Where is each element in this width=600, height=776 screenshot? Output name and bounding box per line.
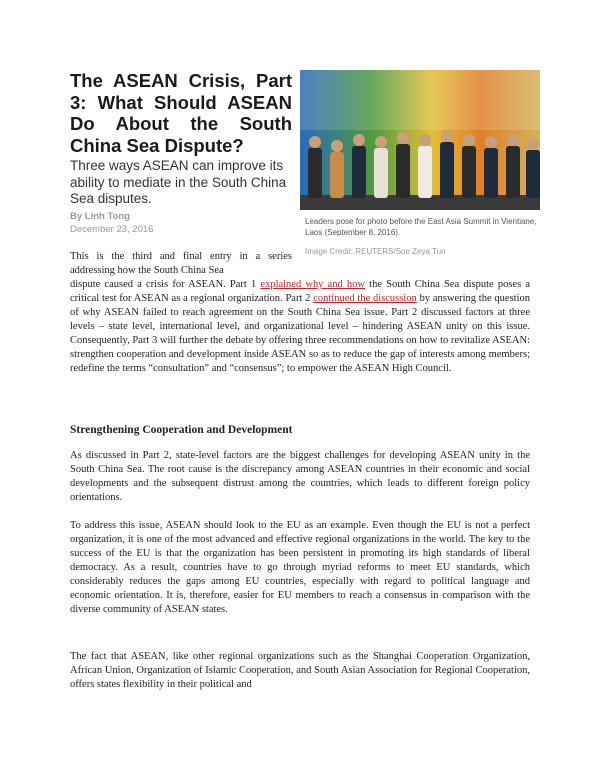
intro-text-c: the South China Sea dispute poses a critical test for ASEAN as a regional organization. Part 2 — [70, 279, 530, 304]
part1-link[interactable]: explained why and how — [260, 279, 366, 290]
intro-text-d: by answering the question of why ASEAN failed to reach agreement on the South China Sea issue. Part 2 discussed factors at three levels – state level, international level, and organizational level – hindering ASEAN unity on this issue. Consequently, Part 3 will further the debate by offering three recommendations on how to revitalize ASEAN: strengthen cooperation and development inside ASEAN so as to reduce the gap of interests among members; redefine the terms “consultation” and “consensus”; to empower the ASEAN High Council. — [70, 293, 531, 374]
photo-caption: Leaders pose for photo before the East Asia Summit in Vientiane, Laos (September 8, 2016). — [305, 217, 537, 237]
body-paragraph: As discussed in Part 2, state-level factors are the biggest challenges for developing ASEAN unity in the South China Sea. The root cause is the discrepancy among ASEAN countries in their economic and social developments and the subsequent distrust among the countries, which leads to different foreign policy orientations. — [70, 450, 530, 503]
intro-paragraph-start: This is the third and final entry in a series addressing how the South China Sea — [70, 251, 292, 276]
intro-paragraph-rest — [70, 278, 530, 376]
intro-text-b: dispute caused a crisis for ASEAN. Part 1 — [70, 279, 261, 290]
part2-link[interactable]: continued the discussion — [313, 293, 417, 304]
body-paragraph: To address this issue, ASEAN should look to the EU as an example. Even though the EU is not a perfect organization, it is one of the most advanced and effective regional organizations in the world. The key to the success of the EU is that the organization has been persistent in promoting its high standards of liberal democracy. As a result, countries have to go through myriad reforms to meet EU standards, which considerably reduces the gaps among EU countries, especially with regard to political language and economic orientation. It is, therefore, easier for EU members to reach a consensus in comparison with the diverse community of ASEAN states. — [70, 520, 530, 615]
author-byline: By Linh Tong — [70, 211, 130, 222]
summit-leaders-photo — [300, 70, 540, 210]
publish-date: December 23, 2016 — [70, 224, 154, 235]
section-heading: Strengthening Cooperation and Development — [70, 424, 293, 436]
body-paragraph: The fact that ASEAN, like other regional organizations such as the Shanghai Cooperation Organization, African Union, Organization of Islamic Cooperation, and South Asian Association for Regional Cooperation, offers states flexibility in their political and — [70, 651, 530, 690]
article-title: The ASEAN Crisis, Part 3: What Should ASEAN Do About the South China Sea Dispute? — [70, 70, 292, 156]
article-subtitle: Three ways ASEAN can improve its ability to mediate in the South China Sea disputes. — [70, 158, 287, 206]
photo-credit: Image Credit: REUTERS/Soe Zeya Tun — [305, 247, 446, 256]
photo-illustration — [300, 70, 540, 210]
